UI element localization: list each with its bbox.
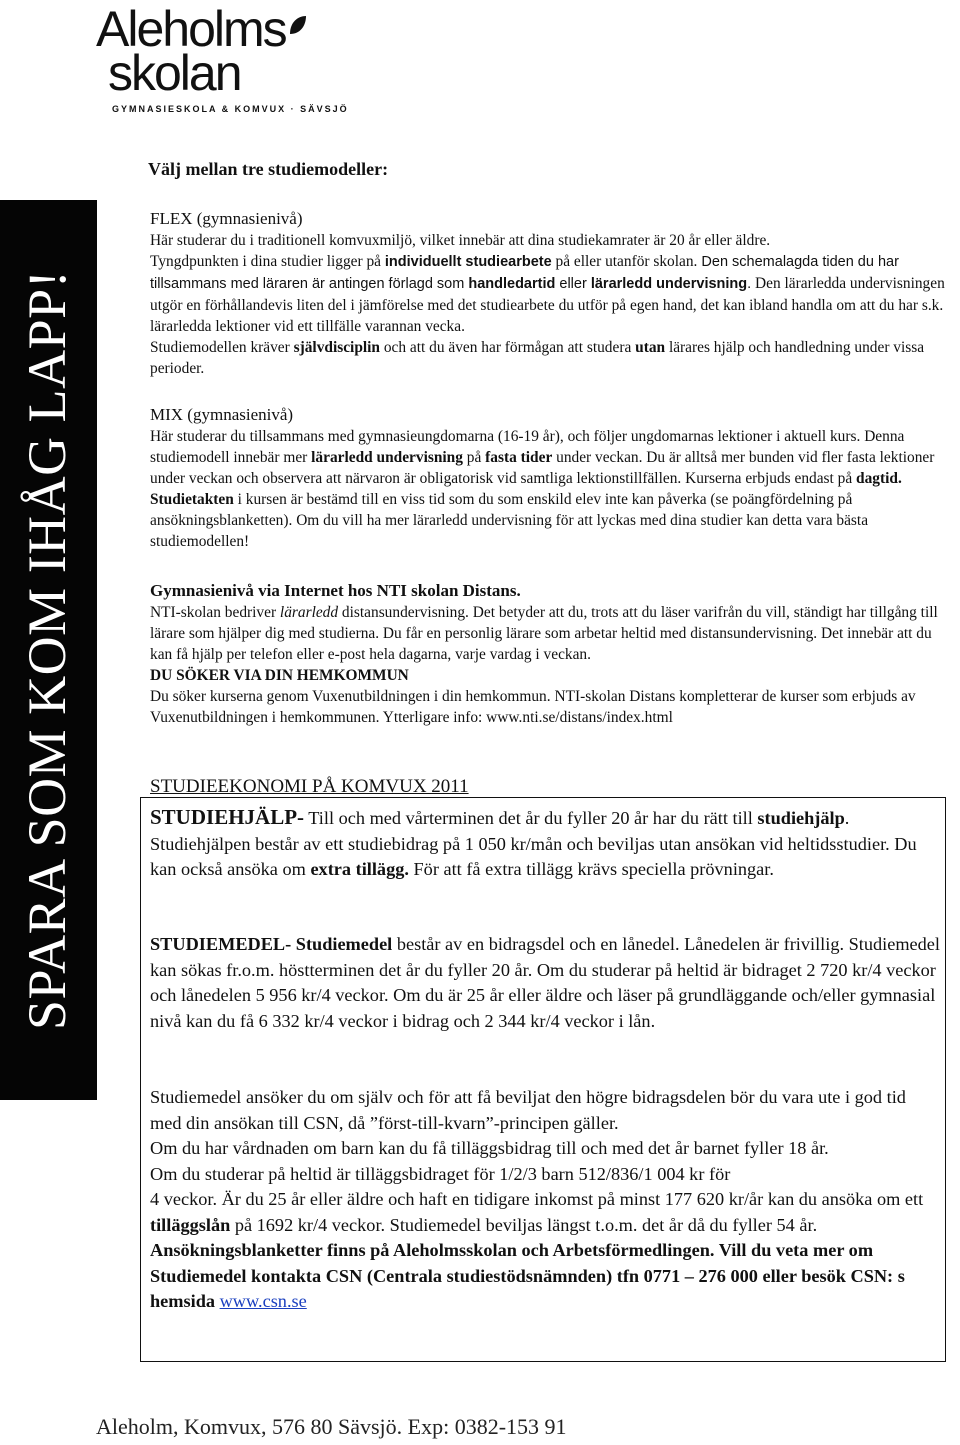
mix-text: Denna studiemodell innebär mer [150, 428, 905, 466]
flex-text: . [747, 276, 752, 292]
ansokan-text: 4 veckor. Är du 25 år eller äldre och haft en tidigare inkomst på minst 177 620 kr/år kan du ansöka om ett [150, 1189, 924, 1209]
mix-emphasis: lärarledd undervisning [311, 449, 463, 466]
studiemedel-emphasis: Studiemedel [291, 934, 393, 954]
mix-text: Om du vill ha mer lärarledd undervisning för att lyckas med dina studier kan detta vara bästa studiemodellen! [150, 512, 869, 550]
flex-emphasis: handledartid [468, 276, 556, 292]
flex-text: Den lärarledda undervisningen utgör en förhållandevis liten del i jämförelse med det studiearbete du utför på egen hand, det kan ibland handla om att du har s.k. lärarledda lektioner vid ett tillfälle varannan vecka. [150, 275, 945, 335]
flex-text: Tyngdpunkten i dina studier ligger på [150, 253, 385, 270]
mix-title: MIX (gymnasienivå) [150, 405, 294, 424]
nti-body [150, 602, 950, 728]
mix-emphasis: fasta tider [485, 449, 553, 466]
flex-emphasis: självdisciplin [293, 339, 380, 356]
mix-text: i kursen är bestämd till en viss tid som du som enskild elev inte kan påverka (se poängfördelning på ansökningsblanketten). [150, 491, 853, 529]
school-logo [96, 1, 349, 114]
flex-section [150, 208, 950, 379]
leaf-icon [288, 14, 308, 36]
footer-address: Aleholm, Komvux, 576 80 Sävsjö. Exp: 0382-153 91 [96, 1414, 567, 1439]
mix-text: på [462, 449, 486, 466]
nti-text: distansundervisning. [338, 604, 469, 621]
flex-p1: Här studerar du i traditionell komvuxmiljö, vilket innebär att dina studiekamrater är 20 år eller äldre. [150, 232, 771, 249]
studieekonomi-title: STUDIEEKONOMI PÅ KOMVUX 2011 [150, 776, 469, 797]
flex-title: FLEX (gymnasienivå) [150, 209, 303, 228]
studiehjalp-heading: STUDIEHJÄLP- [150, 805, 305, 829]
page-heading: Välj mellan tre studiemodeller: [148, 159, 389, 179]
studiehjalp-text: . Studiehjälpen består av ett studiebidrag på 1 050 kr/mån och beviljas utan ansökan vid heltidsstudier. Du kan också ansöka om [150, 808, 917, 879]
flex-emphasis: lärarledd undervisning [590, 276, 748, 292]
logo-line-2: skolan [108, 45, 241, 101]
nti-title: Gymnasienivå via Internet hos NTI skolan Distans. [150, 581, 521, 600]
nti-text: Ytterligare info: www.nti.se/distans/index.html [379, 709, 673, 726]
ansokan-text: Om du har vårdnaden om barn kan du få tilläggsbidrag till och med det år barnet fyller 18 år. [150, 1138, 829, 1158]
mix-text: Kurserna erbjuds endast på [681, 470, 857, 487]
flex-text: lärares hjälp och handledning under vissa perioder. [150, 339, 925, 377]
studiehjalp-paragraph [150, 805, 940, 883]
logo-line-1: Aleholms [96, 1, 286, 57]
csn-link[interactable]: www.csn.se [219, 1291, 307, 1311]
ansokan-text: på 1692 kr/4 veckor. Studiemedel beviljas längst t.o.m. det år då du fyller 54 år. [230, 1214, 818, 1235]
studiehjalp-emphasis: studiehjälp [757, 808, 845, 828]
studiemedel-paragraph [150, 932, 940, 1034]
studiehjalp-text: Till och med vårterminen det år du fyller 20 år har du rätt till [304, 808, 758, 828]
flex-body [150, 230, 950, 379]
sidebar-banner-text: SPARA SOM KOM IHÅG LAPP! [17, 269, 77, 1030]
studiehjalp-text: För att få extra tillägg krävs speciella prövningar. [408, 859, 774, 879]
csn-info-text: Ansökningsblanketter finns på Aleholmsskolan och Arbetsförmedlingen. Vill du veta mer om Studiemedel kontakta CSN (Centrala studiestödsnämnden) tfn 0771 – 276 000 eller besök CSN: s hemsida [150, 1240, 905, 1311]
flex-emphasis: individuellt studiearbete [384, 254, 552, 270]
studiemedel-text: består av en bidragsdel och en lånedel. Lånedelen är frivillig. Studiemedel kan sökas fr.o.m. höstterminen det år du fyller 20 år. Om du studerar på heltid är bidraget 2 720 kr/4 veckor och lånedelen 5 956 kr/4 veckor. Om du är 25 år eller äldre och läser på grundläggande och/eller gymnasial nivå kan du få 6 332 kr/4 veckor i bidrag och 2 344 kr/4 veckor i lån. [150, 934, 940, 1031]
flex-text: och att du även har förmågan att studera [380, 339, 636, 356]
nti-text: Du får en personlig lärare som arbetar heltid med distansundervisning. [379, 625, 818, 642]
mix-text: Här studerar du tillsammans med gymnasieungdomarna (16-19 år), och följer ungdomarnas lektioner i aktuell kurs. [150, 428, 861, 445]
mix-section [150, 404, 950, 552]
nti-text: NTI-skolan Distans kompletterar de kurser som erbjuds av Vuxenutbildningen i hemkommunen. [150, 688, 916, 726]
ansokan-text: Om du studerar på heltid är tilläggsbidraget för 1/2/3 barn 512/836/1 004 kr för [150, 1163, 731, 1184]
ansokan-paragraph [150, 1085, 940, 1315]
mix-body [150, 426, 950, 552]
nti-text: NTI-skolan bedriver [150, 604, 280, 621]
nti-text: Det innebär att du kan få hjälp per telefon eller e-post hela dagarna, varje vardag i veckan. [150, 625, 932, 663]
nti-subtitle: DU SÖKER VIA DIN HEMKOMMUN [150, 667, 409, 684]
flex-emphasis: utan [635, 339, 666, 356]
nti-emphasis: lärarledd [279, 604, 339, 621]
logo-tagline: GYMNASIESKOLA & KOMVUX · SÄVSJÖ [112, 104, 349, 114]
ansokan-text: Studiemedel ansöker du om själv och för att få beviljat den högre bidragsdelen bör du vara ute i god tid med din ansökan till CSN, då ”först-till-kvarn”-principen gäller. [150, 1087, 906, 1133]
nti-section [150, 580, 950, 728]
mix-text: under veckan. [552, 449, 643, 466]
nti-text: Du söker kurserna genom Vuxenutbildningen i din hemkommun. [150, 688, 551, 705]
ansokan-emphasis: tilläggslån [150, 1214, 231, 1235]
flex-text: Den schemalagda tiden du har tillsammans med läraren är antingen förlagd som [150, 254, 899, 292]
flex-text: eller [555, 276, 591, 292]
mix-text: Du är alltså mer bunden vid fler fasta lektioner under veckan och observera att närvaron är obligatorisk vid samtliga lektionstillfällen. [150, 449, 935, 487]
mix-emphasis: dagtid. [856, 470, 902, 487]
flex-text: på eller utanför skolan. [551, 253, 698, 270]
mix-emphasis: Studietakten [150, 491, 234, 508]
nti-text: Det betyder att du, trots att du läser varifrån du vill, ständigt har tillgång till lärare som hjälper dig med studierna. [150, 604, 938, 642]
flex-text: Studiemodellen kräver [150, 339, 294, 356]
studiemedel-heading: STUDIEMEDEL- [150, 934, 292, 954]
studiehjalp-emphasis: extra tillägg. [310, 859, 409, 879]
